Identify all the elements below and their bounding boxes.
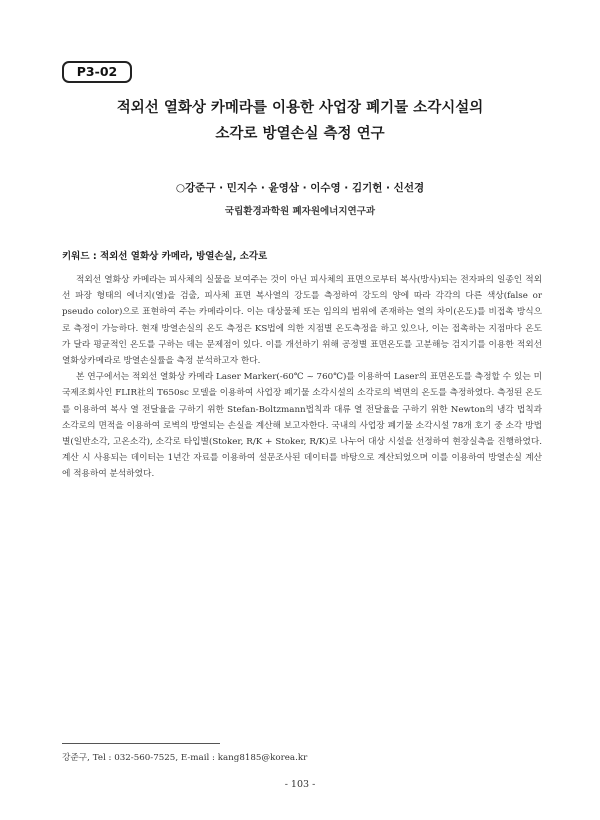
affiliation: 국립환경과학원 폐자원에너지연구과 [224,206,376,217]
abstract-paragraph-1: 적외선 열화상 카메라는 피사체의 실물을 보여주는 것이 아닌 피사체의 표면으로부터 복사(방사)되는 전자파의 일종인 적외선 파장 형태의 에너지(열)을 검출, 피사체 표면 복사열의 강도를 측정하여 강도의 양에 따라 각각의 다른 색상(false or pseudo color)으로 표현하여 주는 카메라이다. 이는 대상물체 또는 임의의 범위에 존재하는 열의 차이(온도)를 비접촉 방식으로 측정이 가능하다. 현재 방열손실의 온도 측정은 KS법에 의한 지점별 온도측정을 하고 있으나, 이는 접촉하는 지점마다 온도가 달라 평균적인 온도를 구하는 데는 문제점이 있다. 이를 개선하기 위해 공정별 표면온도를 고분해능 검지기를 이용한 적외선열화상카메라로 방열손실률을 측정 분석하고자 한다. [62,275,542,367]
footnote-contact: 강준구, Tel : 032-560-7525, E-mail : kang8185@korea.kr [62,753,308,763]
abstract-body [62,272,542,483]
page-number: - 103 - [284,779,316,790]
author-list: ○강준구 · 민지수 · 윤영삼 · 이수영 · 김기헌 · 신선경 [175,182,425,194]
title-line-2: 소각로 방열손실 측정 연구 [215,126,385,142]
session-code-badge: P3-02 [62,61,132,83]
title-line-1: 적외선 열화상 카메라를 이용한 사업장 폐기물 소각시설의 [116,100,484,116]
abstract-paragraph-2: 본 연구에서는 적외선 열화상 카메라 Laser Marker(-60℃ ~ 760℃)를 이용하여 Laser의 표면온도를 측정할 수 있는 미국제조회사인 FLIR社의 T650sc 모델을 이용하여 사업장 폐기물 소각시설의 소각로의 벽면의 온도를 측정하였다. 측정된 온도를 이용하여 복사 열 전달율을 구하기 위한 Stefan-Boltzmann법칙과 대류 열 전달율을 구하기 위한 Newton의 냉각 법칙과 소각로의 면적을 이용하여 로벽의 방열되는 손실을 계산해 보고자한다. 국내의 사업장 폐기물 소각시설 78개 호기 중 소각 방법별(일반소각, 고온소각), 소각로 타입별(Stoker, R/K + Stoker, R/K)로 나누어 대상 시설을 선정하여 현장실측을 진행하였다. 계산 시 사용되는 데이터는 1년간 자료를 이용하여 설문조사된 데이터를 바탕으로 계산되었으며 이를 이용하여 방열손실 계산에 적용하여 분석하였다. [62,372,542,480]
footnote-divider [62,743,220,744]
keywords: 키워드 : 적외선 열화상 카메라, 방열손실, 소각로 [62,251,268,262]
